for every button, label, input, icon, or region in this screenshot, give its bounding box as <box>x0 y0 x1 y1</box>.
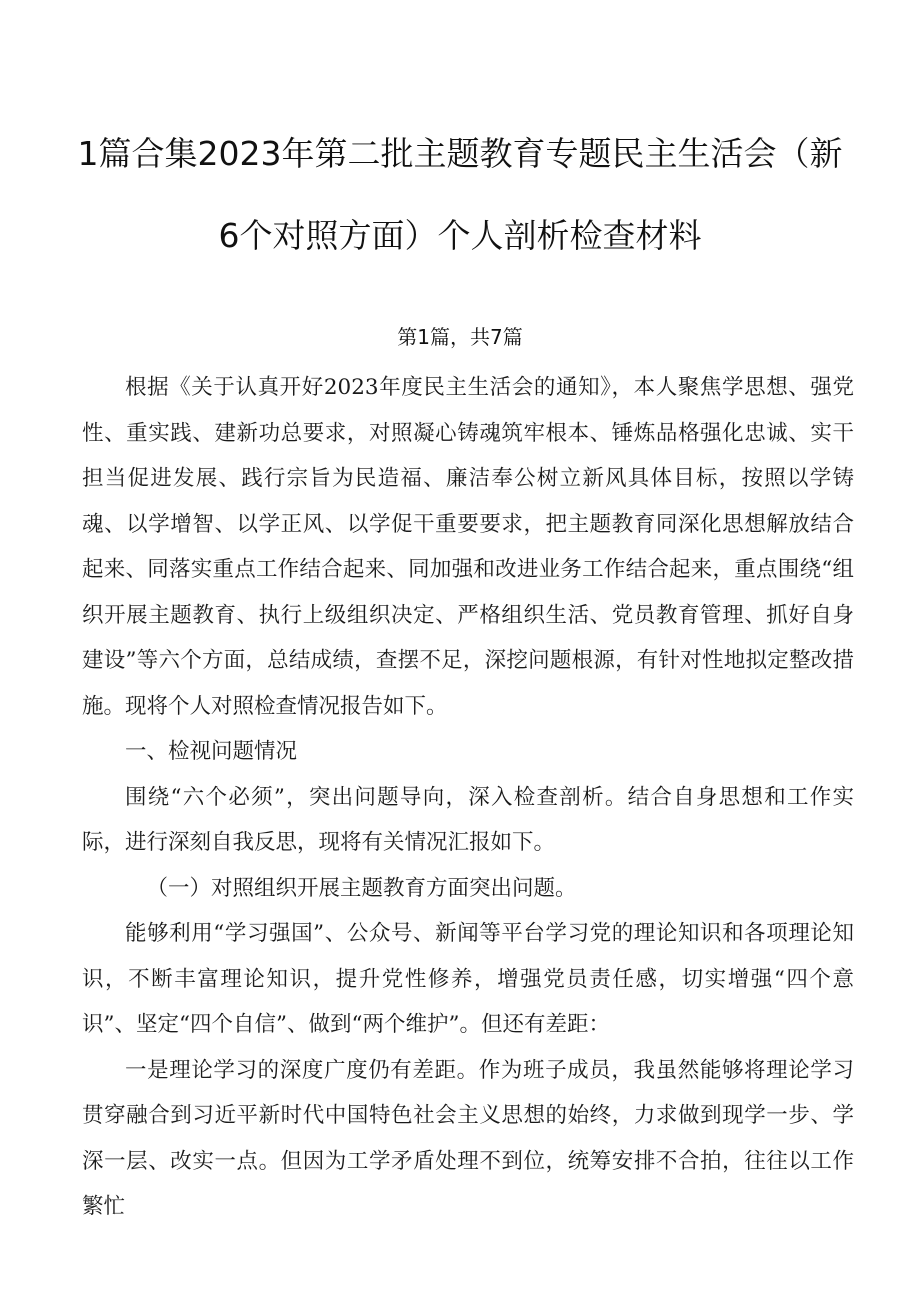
section-counter: 第1篇，共7篇 <box>397 325 523 349</box>
heading-section-1: 一、检视问题情况 <box>125 739 298 764</box>
document-title-line-2: 6个对照方面）个人剖析检查材料 <box>218 216 702 255</box>
paragraph-intro: 根据《关于认真开好2023年度民主生活会的通知》，本人聚焦学思想、强党性、重实践、建新功总要求，对照凝心铸魂筑牢根本、锤炼品格强化忠诚、实干担当促进发展、践行宗旨为民造福、廉洁奉公树立新风具体目标，按照以学铸魂、以学增智、以学正风、以学促干重要要求，把主题教育同深化思想解放结合起来、同落实重点工作结合起来、同加强和改进业务工作结合起来，重点围绕“组织开展主题教育、执行上级组织决定、严格组织生活、党员教育管理、抓好自身建设”等六个方面，总结成绩，查摆不足，深挖问题根源，有针对性地拟定整改措施。现将个人对照检查情况报告如下。 <box>82 375 854 719</box>
paragraph-subsection-1: 能够利用“学习强国”、公众号、新闻等平台学习党的理论知识和各项理论知识，不断丰富理论知识，提升党性修养，增强党员责任感，切实增强“四个意识”、坚定“四个自信”、做到“两个维护”。但还有差距： <box>82 921 854 1037</box>
document-body <box>82 365 854 1230</box>
paragraph-section-1-intro: 围绕“六个必须”，突出问题导向，深入检查剖析。结合自身思想和工作实际，进行深刻自我反思，现将有关情况汇报如下。 <box>82 784 854 855</box>
document-title-line-1: 1篇合集2023年第二批主题教育专题民主生活会（新 <box>77 134 843 173</box>
paragraph-point-1: 一是理论学习的深度广度仍有差距。作为班子成员，我虽然能够将理论学习贯穿融合到习近平新时代中国特色社会主义思想的始终，力求做到现学一步、学深一层、改实一点。但因为工学矛盾处理不到位，统筹安排不合拍，往往以工作繁忙 <box>82 1057 854 1219</box>
heading-subsection-1: （一）对照组织开展主题教育方面突出问题。 <box>146 875 577 901</box>
